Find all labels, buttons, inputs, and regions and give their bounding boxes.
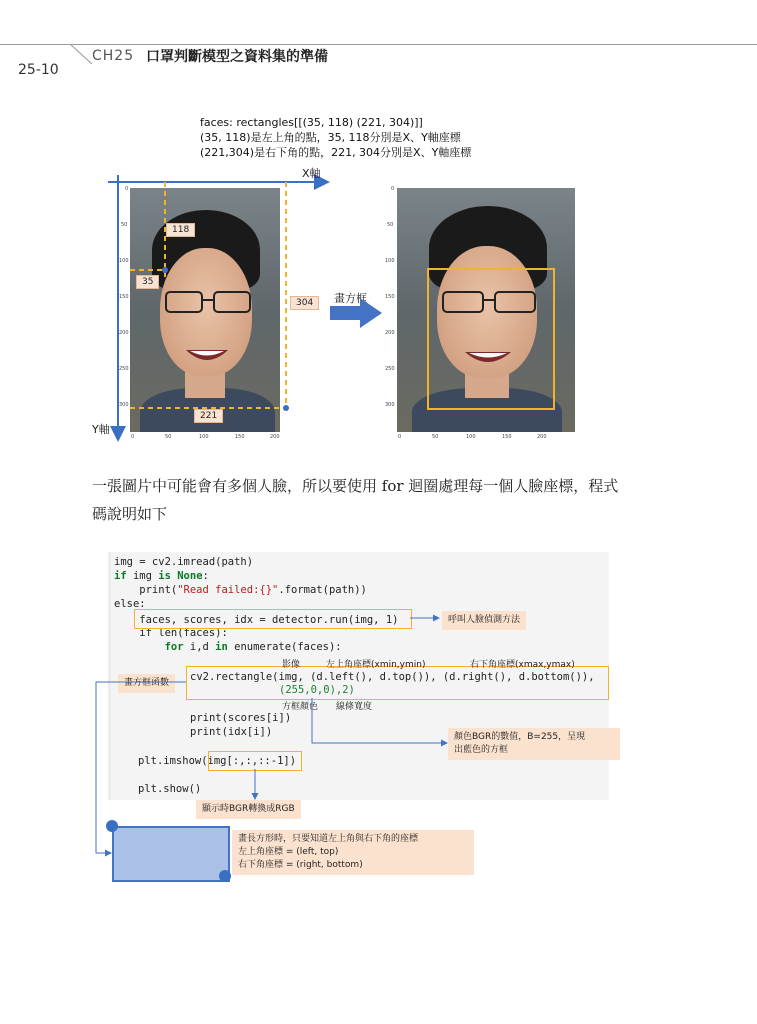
top-left-corner-dot <box>106 820 118 832</box>
y-tick: 250 <box>385 366 395 372</box>
code-line: if len(faces): <box>114 627 228 639</box>
x-tick: 50 <box>432 434 439 440</box>
x-tick: 150 <box>235 434 245 440</box>
chapter-title: 口罩判斷模型之資料集的準備 <box>146 49 328 65</box>
draw-box-label: 畫方框 <box>334 292 367 305</box>
x-tick: 150 <box>502 434 512 440</box>
code-line: img = cv2.imread(path) <box>114 556 254 568</box>
label-top-118: 118 <box>166 223 195 237</box>
detected-face-box <box>427 268 555 410</box>
y-tick: 100 <box>119 258 129 264</box>
y-tick: 0 <box>125 186 129 192</box>
right-arrow-icon <box>330 298 384 328</box>
y-tick: 200 <box>385 330 395 336</box>
x-tick: 0 <box>398 434 402 440</box>
annotation-line-width: 線條寬度 <box>336 702 373 712</box>
header-rule <box>0 44 757 45</box>
rectangle-illustration <box>112 826 230 882</box>
x-tick: 100 <box>466 434 476 440</box>
code-line: print("Read failed:{}".format(path)) <box>114 584 367 596</box>
note-rect-func: 畫方框函數 <box>118 674 175 693</box>
caption-line-3: (221,304)是右下角的點，221, 304分別是X、Y軸座標 <box>200 146 472 159</box>
code-line: faces, scores, idx = detector.run(img, 1) <box>114 614 399 626</box>
note-rgb: 顯示時BGR轉換成RGB <box>196 800 301 819</box>
y-tick: 0 <box>391 186 395 192</box>
y-tick: 250 <box>119 366 129 372</box>
code-line: if img is None: <box>114 570 209 582</box>
chapter-number: CH25 <box>92 48 135 64</box>
code-line: for i,d in enumerate(faces): <box>114 641 342 653</box>
body-paragraph <box>92 472 692 528</box>
code-line: cv2.rectangle(img, (d.left(), d.top()), (d.right(), d.bottom()), <box>190 671 595 683</box>
y-tick: 100 <box>385 258 395 264</box>
label-right-221: 221 <box>194 409 223 423</box>
body-line-1: 一張圖片中可能會有多個人臉，所以要使用 for 迴圈處理每一個人臉座標，程式 <box>92 477 619 495</box>
page-number: 25-10 <box>18 62 59 78</box>
annotation-top-left: 左上角座標(xmin,ymin) <box>326 660 426 670</box>
y-tick: 300 <box>119 402 129 408</box>
y-tick: 50 <box>121 222 128 228</box>
annotation-bottom-right: 右下角座標(xmax,ymax) <box>470 660 575 670</box>
code-line: print(idx[i]) <box>190 726 273 738</box>
note-call-detect: 呼叫人臉偵測方法 <box>442 611 526 630</box>
x-tick: 50 <box>165 434 172 440</box>
annotation-box-color: 方框顏色 <box>282 702 319 712</box>
x-tick: 200 <box>537 434 547 440</box>
x-tick: 100 <box>199 434 209 440</box>
coordinate-axes <box>100 170 340 450</box>
x-axis-label: X軸 <box>302 167 321 180</box>
code-line: plt.imshow(img[:,:,::-1]) <box>138 755 297 767</box>
code-line: (255,0,0),2) <box>279 684 355 696</box>
note-bgr: 顏色BGR的數值，B=255，呈現 出藍色的方框 <box>448 728 620 760</box>
caption-line-1: faces: rectangles[[(35, 118) (221, 304)]] <box>200 116 423 129</box>
code-line: print(scores[i]) <box>190 712 292 724</box>
bottom-right-corner-dot <box>219 870 231 882</box>
x-tick: 200 <box>270 434 280 440</box>
label-bottom-304: 304 <box>290 296 319 310</box>
caption-line-2: (35, 118)是左上角的點，35, 118分別是X、Y軸座標 <box>200 131 461 144</box>
code-line: plt.show() <box>138 783 202 795</box>
code-line: else: <box>114 598 146 610</box>
face-photo-with-box <box>397 188 575 432</box>
note-rect-coords: 畫長方形時，只要知道左上角與右下角的座標 左上角座標 = (left, top) 右下角座標 = (right, bottom) <box>232 830 474 875</box>
x-tick: 0 <box>131 434 135 440</box>
y-tick: 50 <box>387 222 394 228</box>
y-tick: 150 <box>119 294 129 300</box>
y-tick: 300 <box>385 402 395 408</box>
label-left-35: 35 <box>136 275 159 289</box>
y-tick: 200 <box>119 330 129 336</box>
connector-lines <box>90 600 550 860</box>
body-line-2: 碼說明如下 <box>92 505 168 523</box>
annotation-image: 影像 <box>282 660 301 670</box>
y-tick: 150 <box>385 294 395 300</box>
y-axis-label: Y軸 <box>92 423 110 436</box>
